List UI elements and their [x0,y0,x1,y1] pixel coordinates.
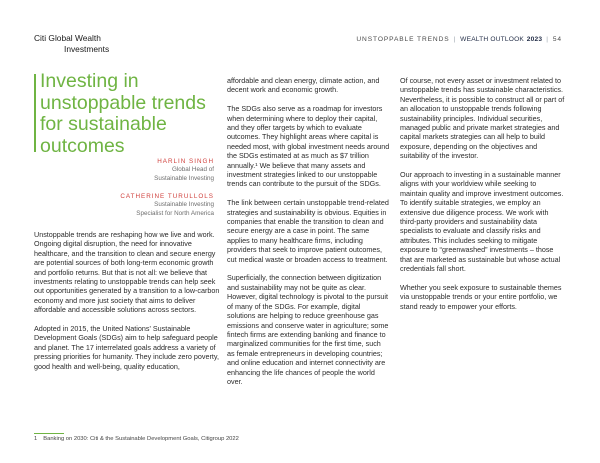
body-paragraph: Our approach to investing in a sustainable manner aligns with your worldview while seeking to maintain quality and improve investment outcomes. To identify suitable strategies, we employ an extensive due diligence process. We work with third-party providers and sustainability data specialists to evaluate and classify risks and attributes. This includes seeking to mitigate exposure to “greenwashed” investments – those that are marketed as sustainable but whose actual credentials fall short. [400,170,564,274]
citi-logo [34,33,109,54]
publication-year: 2023 [526,36,543,43]
author-name: CATHERINE TURULLOLS [120,193,214,200]
article-title: Investing in unstoppable trends for sustainable outcomes [40,70,206,157]
body-column-3 [400,76,565,321]
body-paragraph: Unstoppable trends are reshaping how we live and work. Ongoing digital disruption, the need for innovative healthcare, and the transition to clean and secure energy are potential sources of both long-term economic growth and portfolio returns. But that is not all: we believe that investments relating to unstoppable trends can help seek out opportunities generated by a transition to a low-carbon economy and more just society that aims to deliver affordable and accessible solutions across sectors. [34,230,220,315]
author-name: HARLIN SINGH [157,158,214,165]
logo-line-2: Investments [64,43,110,54]
body-paragraph: Of course, not every asset or investment related to unstoppable trends has sustainable characteristics. Nevertheless, it is possible to construct all or part of an allocation to unstoppable trends following sustainability principles. Individual securities, managed public and private market strategies and capital markets strategies can all help to build exposure, depending on the objectives and suitability of the investor. [400,76,565,161]
author-role: Sustainable Investing [154,201,214,209]
author-role: Specialist for North America [136,209,214,217]
body-paragraph: Adopted in 2015, the United Nations' Sustainable Development Goals (SDGs) aim to help safeguard people and planet. The 17 interrelated goals address a variety of pressing priorities for humanity. They include zero poverty, good health and well-being, quality education, [34,324,219,371]
header-separator: | [546,36,549,43]
section-name: UNSTOPPABLE TRENDS [356,36,450,43]
author-role: Global Head of [171,166,214,174]
body-paragraph: Whether you seek exposure to sustainable themes via unstoppable trends or your entire portfolio, we stand ready to empower your efforts. [400,282,562,311]
body-column-1 [34,230,222,380]
body-paragraph: The link between certain unstoppable trend-related strategies and sustainability is obvious. Equities in companies that enable the transition to clean and secure energy are a case in point. The same applies to many healthcare firms, including providers that seek to improve patient outcomes, cut medical waste or broaden access to treatment. [227,198,389,264]
page-number: 54 [552,36,562,43]
body-paragraph: affordable and clean energy, climate action, and decent work and economic growth. [227,76,380,95]
publication-name: WEALTH OUTLOOK [460,36,525,43]
author-block [154,158,214,183]
title-accent-bar [34,74,36,152]
logo-line-1: Citi Global Wealth [34,33,101,43]
footnote [34,436,239,442]
author-block [120,193,214,218]
footnote-number: 1 [34,436,38,442]
running-header [356,36,562,43]
header-separator: | [453,36,457,43]
body-paragraph: Superficially, the connection between digitization and sustainability may not be quite as clear. However, digital technology is pivotal to the pursuit of many of the SDGs. For example, digital solutions are helping to reduce greenhouse gas emissions and conserve water in agriculture; some fintech firms are extending banking and finance to marginalized communities for the first time, such as female entrepreneurs in developing countries; and online education and internet connectivity are enhancing the life chances of people the world over. [227,273,389,386]
body-paragraph: The SDGs also serve as a roadmap for investors when determining where to deploy their capital, and they offer targets by which to evaluate outcomes. They highlight areas where capital is needed most, with global investment needs around the SDGs estimated at as much as $7 trillion annually.¹ We believe that many assets and investment strategies linked to our unstoppable trends can contribute to the pursuit of the SDGs. [227,104,390,189]
footnote-text: Banking on 2030: Citi & the Sustainable Development Goals, Citigroup 2022 [43,436,239,442]
body-column-2 [227,76,390,396]
footnote-rule [34,433,64,434]
author-role: Sustainable Investing [154,174,214,182]
